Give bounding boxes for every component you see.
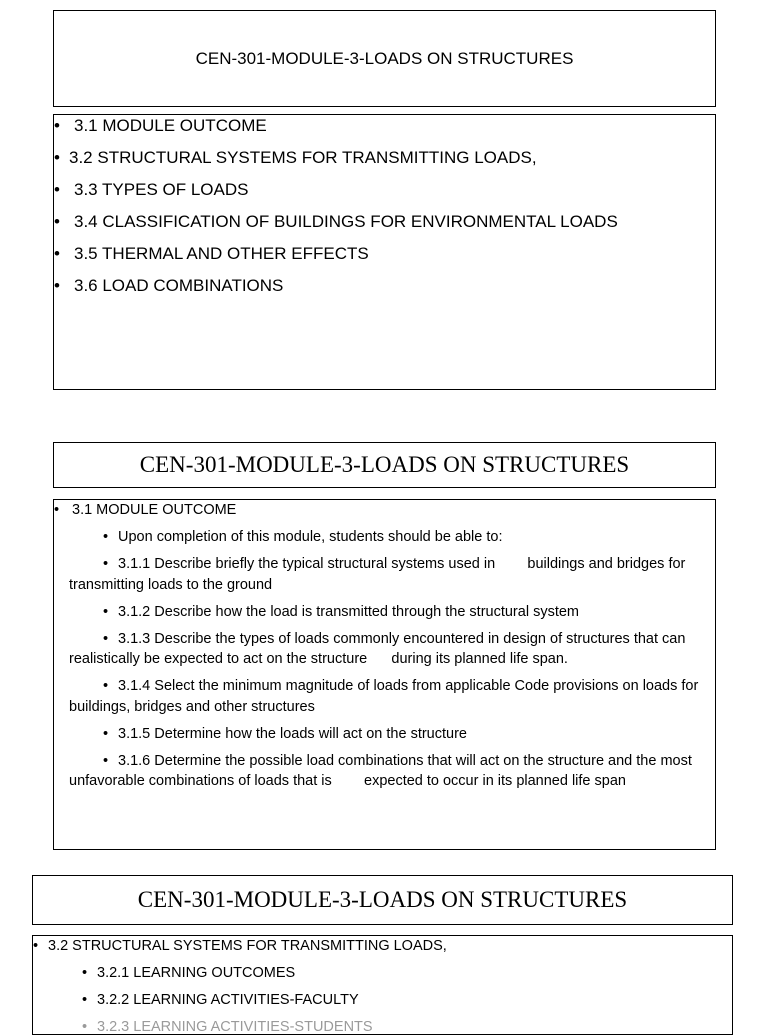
slide2-title: CEN-301-MODULE-3-LOADS ON STRUCTURES: [139, 452, 630, 477]
list-item: • 3.1.1 Describe briefly the typical structural systems used in buildings and bridges for transmitting loads to the ground: [54, 554, 707, 595]
slide2-bullet-list: [54, 500, 715, 792]
list-item: • Upon completion of this module, students should be able to:: [54, 527, 707, 548]
list-item: • 3.3 TYPES OF LOADS: [54, 179, 715, 211]
slide3-title-box: [32, 875, 733, 925]
slide1-title-box: [53, 10, 716, 107]
list-item: • 3.1 MODULE OUTCOME: [54, 115, 715, 147]
list-item: • 3.2.3 LEARNING ACTIVITIES-STUDENTS: [33, 1017, 732, 1035]
list-item: • 3.2 STRUCTURAL SYSTEMS FOR TRANSMITTING LOADS,: [33, 936, 732, 956]
list-item: • 3.1.2 Describe how the load is transmitted through the structural system: [54, 602, 707, 623]
slide3-bullet-list: [33, 936, 732, 1035]
slide2-title-box: [53, 442, 716, 488]
list-item: • 3.2.2 LEARNING ACTIVITIES-FACULTY: [33, 990, 732, 1010]
list-item: • 3.2 STRUCTURAL SYSTEMS FOR TRANSMITTING LOADS,: [54, 147, 715, 179]
slide1-bullet-list: [54, 115, 715, 307]
slide1-content-box: [53, 114, 716, 390]
list-item: • 3.5 THERMAL AND OTHER EFFECTS: [54, 243, 715, 275]
list-item: • 3.1.3 Describe the types of loads commonly encountered in design of structures that can realistically be expected to act on the structure during its planned life span.: [54, 629, 707, 670]
slide3-content-box: [32, 935, 733, 1035]
list-item: • 3.1.6 Determine the possible load combinations that will act on the structure and the most unfavorable combinations of loads that is expected to occur in its planned life span: [54, 751, 707, 792]
list-item: • 3.1.4 Select the minimum magnitude of loads from applicable Code provisions on loads for buildings, bridges and other structures: [54, 676, 707, 717]
slide3-title: CEN-301-MODULE-3-LOADS ON STRUCTURES: [137, 887, 628, 912]
list-item: • 3.4 CLASSIFICATION OF BUILDINGS FOR ENVIRONMENTAL LOADS: [54, 211, 715, 243]
list-item: • 3.1.5 Determine how the loads will act on the structure: [54, 724, 707, 745]
slide1-title: CEN-301-MODULE-3-LOADS ON STRUCTURES: [195, 48, 574, 68]
list-item: • 3.2.1 LEARNING OUTCOMES: [33, 963, 732, 983]
list-item: • 3.1 MODULE OUTCOME: [54, 500, 707, 521]
slide2-content-box: [53, 499, 716, 850]
list-item: • 3.6 LOAD COMBINATIONS: [54, 275, 715, 307]
